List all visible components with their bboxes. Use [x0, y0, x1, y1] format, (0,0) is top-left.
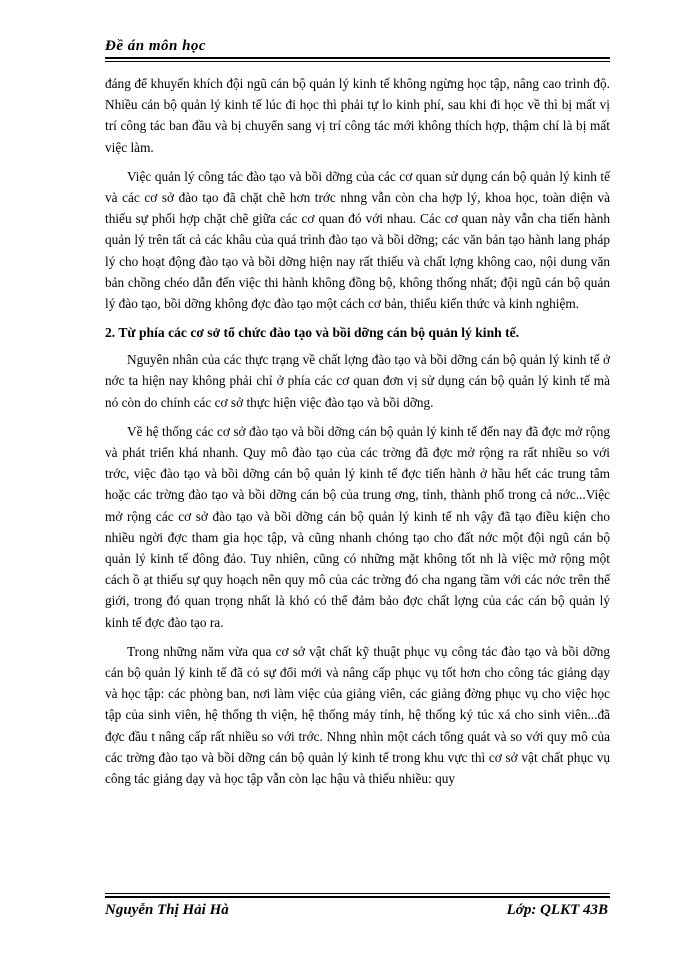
paragraph-facilities: Trong những năm vừa qua cơ sở vật chất kỹ thuật phục vụ công tác đào tạo và bồi dỡng cán bộ quản lý kinh tế đã có sự đổi mới và nâng cấp phục vụ tốt hơn cho công tác giảng dạy và học tập: các phòng ban, nơi làm việc của giảng viên, các giảng đờng phục vụ cho việc học tập của sinh viên, hệ thống th viện, hệ thống máy tính, hệ thống ký túc xá cho sinh viên...đã đợc đầu t nâng cấp rất nhiều so với trớc. Nhng nhìn một cách tổng quát và so với quy mô của các trờng đào tạo và bồi dỡng cán bộ quản lý kinh tế trong khu vực thì cơ sở vật chất phục vụ công tác giảng dạy và học tập vẫn còn lạc hậu và thiếu nhiều: quy: [105, 643, 610, 787]
footer-author: Nguyễn Thị Hải Hà: [105, 902, 229, 918]
footer-rule-thin: [105, 893, 610, 894]
paragraph-system: Về hệ thống các cơ sở đào tạo và bồi dỡng cán bộ quản lý kinh tế đến nay đã đợc mở rộng và phát triển khá nhanh. Quy mô đào tạo của các trờng đã đợc mở rộng ra rất nhiều so với trớc, việc đào tạo và bồi dỡng cán bộ quản lý kinh tế đợc tiến hành ở hầu hết các trung tâm hoặc các trờng đào tạo và bồi dỡng cán bộ của trung ơng, tỉnh, thành phố trong cả nớc...Việc mở rộng các cơ sở đào tạo và bồi dỡng cán bộ quản lý kinh tế nh vậy đã tạo điều kiện cho nhiều ngời đợc tham gia học tập, và cũng nhanh chóng tạo cho đất nớc một đội ngũ cán bộ quản lý kinh tế đông đảo. Tuy nhiên, cũng có những mặt không tốt nh là việc mở rộng một cách ồ ạt thiếu sự quy hoạch nên quy mô của các trờng đó cha ngang tầm với các nớc trên thế giới, trong đó quan trọng nhất là khó có thể đảm bảo đợc chất lợng của các cán bộ quản lý kinh tế đợc đào tạo ra.: [105, 423, 610, 630]
paragraph-management: Việc quản lý công tác đào tạo và bồi dỡng của các cơ quan sử dụng cán bộ quản lý kinh tế và các cơ sở đào tạo đã chặt chẽ hơn trớc nhng vẫn còn cha hợp lý, khoa học, toàn diện và thiếu sự phối hợp chặt chẽ giữa các cơ quan đó với nhau. Các cơ quan này vẫn cha tiến hành quản lý trên tất cả các khâu của quá trình đào tạo và bồi dỡng; các văn bản tạo hành lang pháp lý cho hoạt động đào tạo và bồi dỡng hiện nay rất thiếu và chất lợng không cao, nội dung văn bản chồng chéo dẫn đến việc thi hành không đồng bộ, không thống nhất; đội ngũ cán bộ quản lý đào tạo, bồi dỡng không đợc đào tạo một cách cơ bản, thiếu kiến thức và kinh nghiệm.: [105, 168, 610, 312]
footer-class: Lớp: QLKT 43B: [506, 902, 608, 918]
paragraph-continuation: đáng để khuyến khích đội ngũ cán bộ quản lý kinh tế không ngừng học tập, nâng cao trình độ. Nhiều cán bộ quản lý kinh tế lúc đi học thì phải tự lo kinh phí, sau khi đi học về thì bị mất vị trí công tác ban đầu và bị chuyển sang vị trí công tác mới không thích hợp, thậm chí là bị mất việc làm.: [105, 76, 610, 155]
footer-rule-thick: [105, 896, 610, 898]
header-rule-thick: [105, 57, 610, 59]
header-rule-thin: [105, 61, 610, 62]
section-heading: 2. Từ phía các cơ sở tổ chức đào tạo và bồi dỡng cán bộ quản lý kinh tế.: [105, 325, 520, 341]
document-body: [105, 73, 610, 797]
page-header-title: Đề án môn học: [105, 38, 207, 54]
paragraph-causes: Nguyên nhân của các thực trạng về chất lợng đào tạo và bồi dỡng cán bộ quản lý kinh tế ở nớc ta hiện nay không phải chỉ ở phía các cơ quan đơn vị sử dụng cán bộ quản lý kinh tế mà nó còn do chính các cơ sở thực hiện việc đào tạo và bồi dỡng.: [105, 352, 610, 410]
